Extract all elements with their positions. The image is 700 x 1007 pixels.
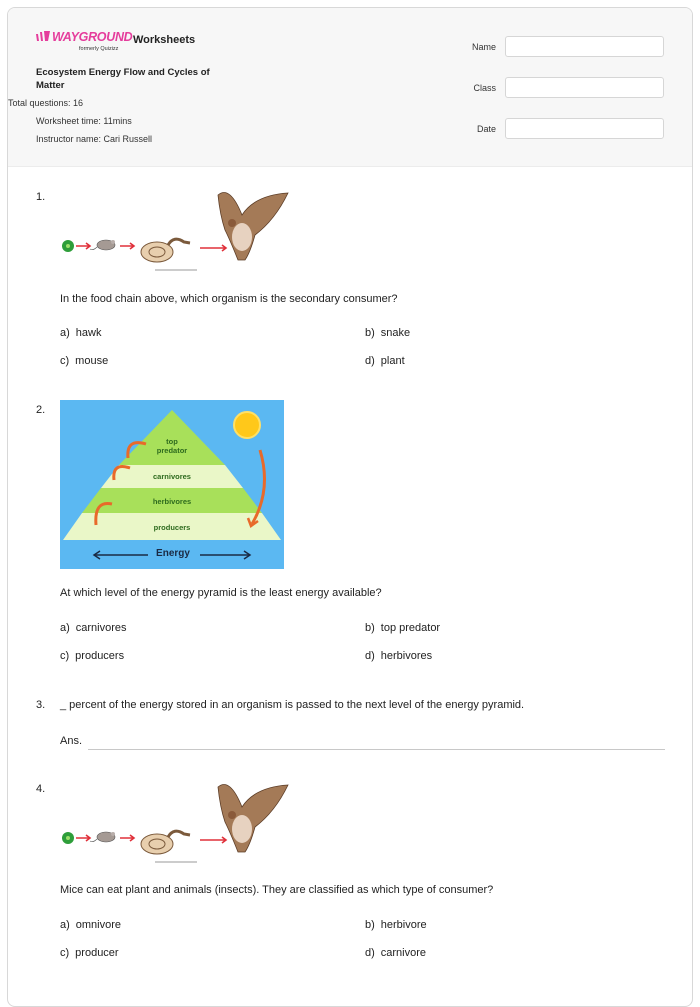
- question-text: _ percent of the energy stored in an organism is passed to the next level of the energy pyramid.: [60, 699, 525, 711]
- mouse-icon: [90, 240, 115, 250]
- name-input[interactable]: [505, 36, 664, 57]
- food-chain-image: [60, 777, 290, 867]
- question-number: 1.: [36, 191, 46, 203]
- date-label: Date: [476, 124, 496, 134]
- option-a[interactable]: a) carnivores: [60, 622, 127, 634]
- snake-icon: [141, 831, 190, 854]
- option-c[interactable]: c) producers: [60, 650, 125, 662]
- option-c[interactable]: c) mouse: [60, 355, 109, 367]
- plant-icon: [62, 832, 74, 844]
- option-a[interactable]: a) omnivore: [60, 919, 122, 931]
- question-text: In the food chain above, which organism is the secondary consumer?: [60, 293, 398, 305]
- snake-icon: [141, 239, 190, 262]
- total-questions: Total questions: 16: [8, 98, 84, 108]
- question-number: 4.: [36, 783, 46, 795]
- pyramid-level-carnivores: carnivores: [153, 472, 191, 481]
- option-b[interactable]: b) top predator: [365, 622, 441, 634]
- class-input[interactable]: [505, 77, 664, 98]
- logo-subtitle: formerly Quizizz: [79, 46, 119, 52]
- energy-pyramid-image: [60, 400, 284, 569]
- pyramid-energy-label: Energy: [156, 548, 190, 559]
- option-d[interactable]: d) herbivores: [365, 650, 433, 662]
- option-d[interactable]: d) carnivore: [365, 947, 427, 959]
- pyramid-level-producers: producers: [153, 523, 191, 532]
- option-a[interactable]: a) hawk: [60, 327, 102, 339]
- name-label: Name: [471, 42, 496, 52]
- instructor-name: Instructor name: Cari Russell: [36, 134, 153, 144]
- question-text: At which level of the energy pyramid is the least energy available?: [60, 587, 382, 599]
- answer-label: Ans.: [60, 735, 83, 747]
- hawk-icon: [218, 785, 288, 853]
- pyramid-level-herbivores: herbivores: [152, 497, 192, 506]
- worksheet-time: Worksheet time: 11mins: [36, 116, 132, 126]
- question-number: 3.: [36, 699, 46, 711]
- brand-title: Worksheets: [133, 34, 196, 46]
- food-chain-image: [60, 185, 290, 275]
- class-label: Class: [473, 83, 496, 93]
- option-b[interactable]: b) herbivore: [365, 919, 427, 931]
- mouse-icon: [90, 832, 115, 842]
- question-text: Mice can eat plant and animals (insects). They are classified as which type of consumer?: [60, 884, 494, 896]
- wayground-logo: [36, 30, 131, 56]
- worksheet-header: [8, 8, 692, 167]
- option-b[interactable]: b) snake: [365, 327, 411, 339]
- question-number: 2.: [36, 404, 46, 416]
- answer-line[interactable]: [88, 749, 665, 750]
- option-c[interactable]: c) producer: [60, 947, 119, 959]
- worksheet-title: Ecosystem Energy Flow and Cycles of Matter: [36, 67, 210, 91]
- worksheet-page: [7, 7, 693, 1007]
- pyramid-level-top-predator: top predator: [156, 437, 188, 455]
- option-d[interactable]: d) plant: [365, 355, 405, 367]
- date-input[interactable]: [505, 118, 664, 139]
- hawk-icon: [218, 193, 288, 261]
- plant-icon: [62, 240, 74, 252]
- logo-mark-icon: [36, 30, 50, 44]
- logo-name: WAYGROUND: [52, 30, 133, 44]
